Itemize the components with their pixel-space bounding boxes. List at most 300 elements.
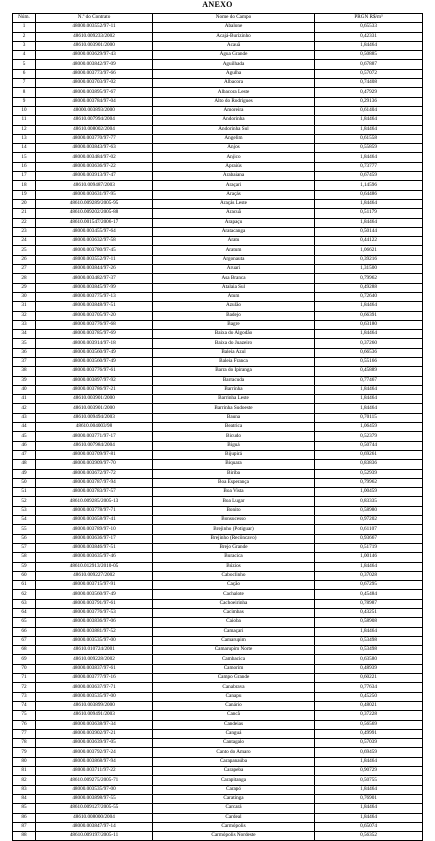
cell-num: 74 xyxy=(13,701,36,710)
table-row xyxy=(13,655,423,664)
table-row xyxy=(13,97,423,106)
cell-field-name: Baixa do Algodão xyxy=(153,330,315,339)
cell-prgn: 0,39216 xyxy=(315,255,423,264)
cell-prgn: 0,66391 xyxy=(315,311,423,320)
cell-num: 84 xyxy=(13,794,36,803)
table-row xyxy=(13,404,423,413)
cell-contract: 48610.009233/2002 xyxy=(36,32,153,41)
cell-prgn: 0,53498 xyxy=(315,636,423,645)
cell-prgn: 0,63580 xyxy=(315,655,423,664)
cell-field-name: Aratum xyxy=(153,246,315,255)
cell-num: 31 xyxy=(13,302,36,311)
cell-prgn: 0,56352 xyxy=(315,832,423,841)
table-row xyxy=(13,423,423,432)
cell-contract: 48000.003637/97-71 xyxy=(36,683,153,692)
cell-contract: 48000.003776/97-68 xyxy=(36,320,153,329)
cell-num: 65 xyxy=(13,618,36,627)
cell-prgn: 0,93667 xyxy=(315,534,423,543)
table-row xyxy=(13,41,423,50)
cell-num: 52 xyxy=(13,497,36,506)
cell-prgn: 0,53498 xyxy=(315,646,423,655)
cell-num: 28 xyxy=(13,274,36,283)
cell-contract: 48000.003482/97-37 xyxy=(36,274,153,283)
cell-prgn: 1,84464 xyxy=(315,785,423,794)
table-row xyxy=(13,497,423,506)
cell-num: 45 xyxy=(13,432,36,441)
table-row xyxy=(13,144,423,153)
cell-prgn: 0,44122 xyxy=(315,237,423,246)
cell-contract: 48000.003897/97-92 xyxy=(36,376,153,385)
cell-contract: 48000.003837/97-61 xyxy=(36,664,153,673)
cell-prgn: 1,84464 xyxy=(315,804,423,813)
cell-num: 21 xyxy=(13,209,36,218)
cell-num: 69 xyxy=(13,655,36,664)
table-row xyxy=(13,339,423,348)
cell-contract: 48000.003777/97-16 xyxy=(36,674,153,683)
cell-prgn: 1,84464 xyxy=(315,125,423,134)
cell-field-name: Caboclinho xyxy=(153,571,315,580)
table-row xyxy=(13,274,423,283)
cell-contract: 48000.003715/97-91 xyxy=(36,581,153,590)
cell-num: 32 xyxy=(13,311,36,320)
cell-contract: 48610.008002/2004 xyxy=(36,125,153,134)
table-row xyxy=(13,748,423,757)
cell-prgn: 1,84464 xyxy=(315,199,423,208)
cell-num: 7 xyxy=(13,79,36,88)
cell-field-name: Biguá xyxy=(153,441,315,450)
cell-contract: 48000.003636/97-17 xyxy=(36,534,153,543)
table-row xyxy=(13,450,423,459)
cell-num: 62 xyxy=(13,590,36,599)
table-row xyxy=(13,460,423,469)
table-row xyxy=(13,153,423,162)
cell-contract: 48610.003901/2000 xyxy=(36,395,153,404)
cell-contract: 48000.003843/97-63 xyxy=(36,144,153,153)
cell-num: 86 xyxy=(13,813,36,822)
cell-contract: 48000.003836/97-06 xyxy=(36,618,153,627)
cell-num: 76 xyxy=(13,720,36,729)
cell-prgn: 0,65074 xyxy=(315,822,423,831)
cell-field-name: Andorinha Sul xyxy=(153,125,315,134)
cell-num: 30 xyxy=(13,292,36,301)
cell-prgn: 0,48021 xyxy=(315,701,423,710)
cell-num: 60 xyxy=(13,571,36,580)
table-row xyxy=(13,627,423,636)
cell-prgn: 0,51179 xyxy=(315,209,423,218)
table-row xyxy=(13,32,423,41)
cell-num: 33 xyxy=(13,320,36,329)
cell-num: 25 xyxy=(13,246,36,255)
cell-field-name: Buracica xyxy=(153,553,315,562)
table-row xyxy=(13,683,423,692)
cell-contract: 48000.003847/97-14 xyxy=(36,822,153,831)
cell-prgn: 1,84464 xyxy=(315,385,423,394)
cell-prgn: 0,45484 xyxy=(315,590,423,599)
cell-prgn: 0,58980 xyxy=(315,506,423,515)
cell-num: 63 xyxy=(13,599,36,608)
cell-prgn: 0,61107 xyxy=(315,525,423,534)
cell-num: 43 xyxy=(13,413,36,422)
cell-field-name: Canabrava xyxy=(153,683,315,692)
table-row xyxy=(13,283,423,292)
table-row xyxy=(13,348,423,357)
cell-prgn: 0,57072 xyxy=(315,69,423,78)
cell-prgn: 1,06459 xyxy=(315,423,423,432)
table-header-row xyxy=(13,14,423,23)
cell-field-name: Camarupim Norte xyxy=(153,646,315,655)
table-row xyxy=(13,618,423,627)
table-row xyxy=(13,227,423,236)
cell-prgn: 0,65533 xyxy=(315,23,423,32)
table-row xyxy=(13,162,423,171)
cell-num: 17 xyxy=(13,172,36,181)
table-row xyxy=(13,581,423,590)
cell-contract: 48610.009494/2003 xyxy=(36,413,153,422)
cell-contract: 48610.007984/2004 xyxy=(36,441,153,450)
cell-prgn: 0,66536 xyxy=(315,348,423,357)
cell-contract: 48000.003770/97-77 xyxy=(36,134,153,143)
cell-contract: 48000.003703/97-02 xyxy=(36,79,153,88)
table-row xyxy=(13,265,423,274)
table-row xyxy=(13,804,423,813)
table-row xyxy=(13,562,423,571)
cell-prgn: 0,55859 xyxy=(315,144,423,153)
table-row xyxy=(13,488,423,497)
table-row xyxy=(13,181,423,190)
cell-contract: 48000.003881/97-52 xyxy=(36,627,153,636)
cell-num: 1 xyxy=(13,23,36,32)
cell-field-name: Carcará xyxy=(153,804,315,813)
cell-field-name: Carmópolis Nordeste xyxy=(153,832,315,841)
cell-num: 57 xyxy=(13,543,36,552)
cell-field-name: Barrinha Sudoeste xyxy=(153,404,315,413)
cell-prgn: 1,84464 xyxy=(315,404,423,413)
cell-prgn: 0,77467 xyxy=(315,376,423,385)
cell-prgn: 0,78987 xyxy=(315,599,423,608)
table-row xyxy=(13,822,423,831)
cell-field-name: Bonito xyxy=(153,506,315,515)
cell-prgn: 0,76901 xyxy=(315,794,423,803)
cell-field-name: Canguá xyxy=(153,729,315,738)
cell-prgn: 0,37228 xyxy=(315,711,423,720)
cell-prgn: 0,52939 xyxy=(315,469,423,478)
cell-contract: 48000.003552/97-11 xyxy=(36,23,153,32)
table-row xyxy=(13,785,423,794)
cell-num: 29 xyxy=(13,283,36,292)
cell-num: 36 xyxy=(13,348,36,357)
cell-prgn: 0,69459 xyxy=(315,748,423,757)
cell-num: 85 xyxy=(13,804,36,813)
cell-prgn: 0,77634 xyxy=(315,683,423,692)
table-row xyxy=(13,311,423,320)
cell-num: 16 xyxy=(13,162,36,171)
cell-contract: 48000.003893/2000 xyxy=(36,106,153,115)
table-row xyxy=(13,776,423,785)
cell-field-name: Aratu xyxy=(153,237,315,246)
cell-prgn: 0,64486 xyxy=(315,190,423,199)
table-row xyxy=(13,720,423,729)
cell-prgn: 0,50755 xyxy=(315,776,423,785)
table-row xyxy=(13,664,423,673)
cell-num: 47 xyxy=(13,450,36,459)
cell-num: 18 xyxy=(13,181,36,190)
cell-contract: 48000.003778/97-71 xyxy=(36,506,153,515)
cell-contract: 48000.003638/97-34 xyxy=(36,720,153,729)
page-title: ANEXO xyxy=(202,0,233,9)
cell-prgn: 0,29136 xyxy=(315,97,423,106)
cell-field-name: Boa Lugar xyxy=(153,497,315,506)
table-row xyxy=(13,813,423,822)
table-row xyxy=(13,469,423,478)
table-row xyxy=(13,60,423,69)
cell-contract: 48000.003658/97-41 xyxy=(36,516,153,525)
cell-field-name: Anjico xyxy=(153,153,315,162)
table-row xyxy=(13,701,423,710)
table-row xyxy=(13,534,423,543)
table-row xyxy=(13,441,423,450)
cell-num: 64 xyxy=(13,609,36,618)
cell-prgn: 0,51719 xyxy=(315,543,423,552)
header-prgn: PRGN R$/m³ xyxy=(315,14,423,23)
cell-num: 40 xyxy=(13,385,36,394)
cell-field-name: Baleia Azul xyxy=(153,348,315,357)
cell-field-name: Boa Vista xyxy=(153,488,315,497)
fields-table xyxy=(12,13,423,841)
cell-num: 37 xyxy=(13,357,36,366)
table-row xyxy=(13,125,423,134)
cell-prgn: 0,83836 xyxy=(315,460,423,469)
cell-field-name: Atalaia Sul xyxy=(153,283,315,292)
cell-prgn: 0,83335 xyxy=(315,497,423,506)
table-row xyxy=(13,292,423,301)
cell-prgn: 1,31500 xyxy=(315,265,423,274)
table-row xyxy=(13,237,423,246)
cell-field-name: Barrinha Leste xyxy=(153,395,315,404)
cell-num: 12 xyxy=(13,125,36,134)
cell-prgn: 0,61558 xyxy=(315,134,423,143)
cell-contract: 48000.003780/97-45 xyxy=(36,246,153,255)
cell-prgn: 0,60221 xyxy=(315,674,423,683)
cell-prgn: 0,74408 xyxy=(315,79,423,88)
cell-num: 9 xyxy=(13,97,36,106)
cell-num: 44 xyxy=(13,423,36,432)
cell-field-name: Atum xyxy=(153,292,315,301)
cell-prgn: 0,37260 xyxy=(315,339,423,348)
cell-contract: 48000.003848/97-51 xyxy=(36,302,153,311)
cell-prgn: 1,84464 xyxy=(315,627,423,636)
cell-contract: 48000.003898/97-55 xyxy=(36,794,153,803)
table-row xyxy=(13,599,423,608)
table-row xyxy=(13,413,423,422)
cell-contract: 48000.003484/97-02 xyxy=(36,153,153,162)
cell-prgn: 1,84464 xyxy=(315,302,423,311)
cell-prgn: 0,72640 xyxy=(315,292,423,301)
cell-prgn: 0,45889 xyxy=(315,367,423,376)
cell-field-name: Carapó xyxy=(153,785,315,794)
cell-contract: 48000.003783/97-57 xyxy=(36,488,153,497)
cell-field-name: Canário xyxy=(153,701,315,710)
cell-field-name: Araçás Leste xyxy=(153,199,315,208)
cell-prgn: 1,84464 xyxy=(315,116,423,125)
cell-contract: 48000.003791/97-61 xyxy=(36,599,153,608)
table-row xyxy=(13,692,423,701)
cell-contract: 48610.009275/2005-71 xyxy=(36,776,153,785)
cell-num: 8 xyxy=(13,88,36,97)
cell-prgn: 0,45250 xyxy=(315,692,423,701)
cell-num: 59 xyxy=(13,562,36,571)
table-row xyxy=(13,525,423,534)
cell-num: 72 xyxy=(13,683,36,692)
cell-prgn: 0,50885 xyxy=(315,51,423,60)
cell-contract: 48000.003868/97-94 xyxy=(36,757,153,766)
cell-contract: 48000.003560/97-49 xyxy=(36,348,153,357)
cell-num: 39 xyxy=(13,376,36,385)
cell-field-name: Cacimbas xyxy=(153,609,315,618)
cell-contract: 48000.003914/97-18 xyxy=(36,339,153,348)
table-row xyxy=(13,330,423,339)
cell-contract: 48000.003785/97-69 xyxy=(36,330,153,339)
cell-num: 55 xyxy=(13,525,36,534)
cell-contract: 48000.003773/97-66 xyxy=(36,69,153,78)
cell-num: 46 xyxy=(13,441,36,450)
cell-num: 61 xyxy=(13,581,36,590)
cell-field-name: Acauã xyxy=(153,41,315,50)
header-num: Núm. xyxy=(13,14,36,23)
cell-prgn: 1,84464 xyxy=(315,153,423,162)
cell-contract: 48610.001547/2006-17 xyxy=(36,218,153,227)
cell-field-name: Araçari xyxy=(153,181,315,190)
cell-field-name: Cachalote xyxy=(153,590,315,599)
cell-num: 83 xyxy=(13,785,36,794)
table-row xyxy=(13,172,423,181)
cell-field-name: Caratinga xyxy=(153,794,315,803)
table-row xyxy=(13,553,423,562)
cell-field-name: Biriba xyxy=(153,469,315,478)
cell-field-name: Apraiús xyxy=(153,162,315,171)
cell-field-name: Angelim xyxy=(153,134,315,143)
cell-prgn: 0,70115 xyxy=(315,413,423,422)
table-row xyxy=(13,385,423,394)
cell-field-name: Canapu xyxy=(153,692,315,701)
cell-num: 41 xyxy=(13,395,36,404)
cell-contract: 48610.003899/2000 xyxy=(36,701,153,710)
table-row xyxy=(13,543,423,552)
cell-prgn: 0,61404 xyxy=(315,106,423,115)
cell-prgn: 1,84464 xyxy=(315,395,423,404)
cell-field-name: Barrinha xyxy=(153,385,315,394)
cell-contract: 48000.003629/97-43 xyxy=(36,51,153,60)
cell-num: 80 xyxy=(13,757,36,766)
cell-field-name: Cambacica xyxy=(153,655,315,664)
cell-num: 35 xyxy=(13,339,36,348)
cell-field-name: Amoreira xyxy=(153,106,315,115)
cell-contract: 48610.009197/2005-11 xyxy=(36,832,153,841)
table-row xyxy=(13,88,423,97)
cell-contract: 48000.003844/97-26 xyxy=(36,265,153,274)
cell-field-name: Barra do Ipiranga xyxy=(153,367,315,376)
cell-contract: 48000.003792/97-24 xyxy=(36,748,153,757)
cell-num: 70 xyxy=(13,664,36,673)
cell-prgn: 0,56569 xyxy=(315,720,423,729)
cell-field-name: Brejo Grande xyxy=(153,543,315,552)
cell-field-name: Azulão xyxy=(153,302,315,311)
cell-contract: 48610.009285/2005-13 xyxy=(36,497,153,506)
cell-field-name: Boa Esperança xyxy=(153,478,315,487)
cell-num: 11 xyxy=(13,116,36,125)
table-row xyxy=(13,478,423,487)
cell-contract: 48000.003709/97-81 xyxy=(36,450,153,459)
table-row xyxy=(13,757,423,766)
cell-contract: 48000.003846/97-51 xyxy=(36,543,153,552)
table-row xyxy=(13,302,423,311)
table-row xyxy=(13,395,423,404)
table-row xyxy=(13,367,423,376)
cell-contract: 48000.003775/97-13 xyxy=(36,292,153,301)
cell-field-name: Búzios xyxy=(153,562,315,571)
table-row xyxy=(13,516,423,525)
cell-contract: 48000.003909/97-70 xyxy=(36,460,153,469)
cell-num: 24 xyxy=(13,237,36,246)
cell-field-name: Carapanaúba xyxy=(153,757,315,766)
cell-field-name: Brejinho (Potiguar) xyxy=(153,525,315,534)
cell-prgn: 0,43251 xyxy=(315,609,423,618)
cell-field-name: Brejinho (Recôncavo) xyxy=(153,534,315,543)
cell-contract: 48000.003776/97-61 xyxy=(36,367,153,376)
cell-field-name: Bauna xyxy=(153,413,315,422)
cell-field-name: Arapaçu xyxy=(153,218,315,227)
cell-field-name: Asa Branca xyxy=(153,274,315,283)
table-row xyxy=(13,432,423,441)
table-row xyxy=(13,711,423,720)
cell-prgn: 0,97202 xyxy=(315,516,423,525)
cell-prgn: 1,84464 xyxy=(315,41,423,50)
cell-num: 54 xyxy=(13,516,36,525)
cell-num: 19 xyxy=(13,190,36,199)
table-row xyxy=(13,590,423,599)
cell-field-name: Cação xyxy=(153,581,315,590)
cell-num: 2 xyxy=(13,32,36,41)
cell-contract: 48000.003913/97-47 xyxy=(36,172,153,181)
cell-contract: 48000.003535/97-00 xyxy=(36,692,153,701)
cell-num: 78 xyxy=(13,739,36,748)
cell-num: 13 xyxy=(13,134,36,143)
cell-contract: 48610.003901/2000 xyxy=(36,404,153,413)
cell-field-name: Camaçari xyxy=(153,627,315,636)
cell-num: 4 xyxy=(13,51,36,60)
cell-num: 67 xyxy=(13,636,36,645)
cell-field-name: Albacora xyxy=(153,79,315,88)
table-row xyxy=(13,832,423,841)
cell-contract: 48000.003455/97-64 xyxy=(36,227,153,236)
cell-prgn: 1,00459 xyxy=(315,488,423,497)
table-row xyxy=(13,190,423,199)
cell-num: 88 xyxy=(13,832,36,841)
cell-num: 48 xyxy=(13,460,36,469)
cell-field-name: Cachoeirinha xyxy=(153,599,315,608)
table-row xyxy=(13,609,423,618)
cell-field-name: Cantagalo xyxy=(153,739,315,748)
cell-num: 5 xyxy=(13,60,36,69)
cell-field-name: Alto do Rodrigues xyxy=(153,97,315,106)
cell-contract: 48000.003631/97-95 xyxy=(36,190,153,199)
cell-field-name: Aguilhada xyxy=(153,60,315,69)
cell-contract: 48000.003552/97-11 xyxy=(36,255,153,264)
cell-field-name: Bijupirá xyxy=(153,450,315,459)
cell-contract: 48000.003787/97-94 xyxy=(36,478,153,487)
cell-field-name: Baleia Franca xyxy=(153,357,315,366)
cell-field-name: Bagre xyxy=(153,320,315,329)
cell-num: 81 xyxy=(13,767,36,776)
